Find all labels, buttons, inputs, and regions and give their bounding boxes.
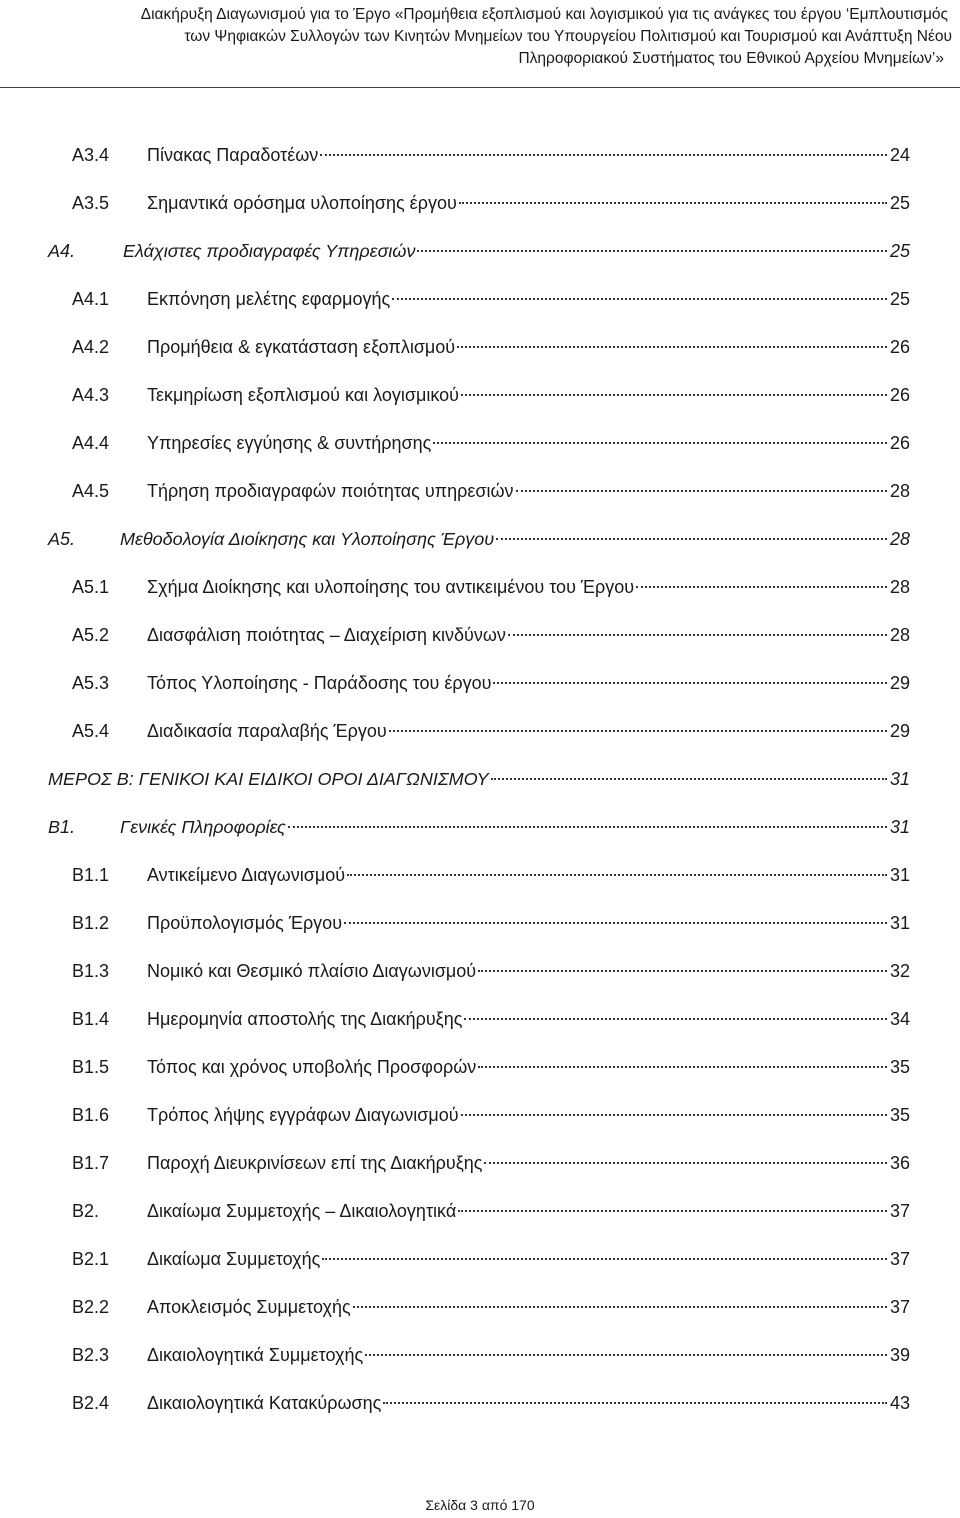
toc-entry[interactable] [72, 140, 910, 170]
toc-entry[interactable] [48, 524, 910, 554]
toc-entry-page: 37 [889, 1249, 910, 1269]
toc-entry-title: Τρόπος λήψης εγγράφων Διαγωνισμού [147, 1105, 459, 1125]
toc-entry-title: Διαδικασία παραλαβής Έργου [147, 721, 387, 741]
toc-entry-title: Τόπος και χρόνος υποβολής Προσφορών [147, 1057, 477, 1077]
toc-entry[interactable] [72, 716, 910, 746]
toc-leader-dots [636, 585, 887, 588]
toc-entry-number: Β1.7 [72, 1153, 110, 1173]
toc-entry-number: Α4. [48, 241, 76, 261]
toc-entry[interactable] [48, 236, 910, 266]
toc-entry[interactable] [72, 1244, 910, 1274]
toc-entry[interactable] [72, 1388, 910, 1418]
toc-entry-title: Αντικείμενο Διαγωνισμού [147, 865, 346, 885]
toc-entry-title: Προμήθεια & εγκατάσταση εξοπλισμού [147, 337, 456, 357]
toc-entry-number: Β1.2 [72, 913, 110, 933]
toc-entry-number: Β2.2 [72, 1297, 110, 1317]
toc-leader-dots [347, 873, 887, 876]
toc-entry-title: Υπηρεσίες εγγύησης & συντήρησης [147, 433, 432, 453]
toc-entry-page: 31 [889, 817, 910, 837]
toc-entry-page: 25 [889, 193, 910, 213]
toc-entry[interactable] [72, 668, 910, 698]
toc-entry-page: 36 [889, 1153, 910, 1173]
toc-entry-number: Α5. [48, 529, 76, 549]
toc-leader-dots [320, 153, 887, 156]
toc-entry-title: Νομικό και Θεσμικό πλαίσιο Διαγωνισμού [147, 961, 477, 981]
toc-entry-title: Ελάχιστες προδιαγραφές Υπηρεσιών [123, 241, 416, 261]
toc-entry-title: Παροχή Διευκρινίσεων επί της Διακήρυξης [147, 1153, 483, 1173]
toc-entry-title: Ημερομηνία αποστολής της Διακήρυξης [147, 1009, 463, 1029]
toc-entry-number: Β1.1 [72, 865, 110, 885]
toc-leader-dots [461, 1113, 887, 1116]
toc-entry-page: 39 [889, 1345, 910, 1365]
toc-entry-number: Β1. [48, 817, 76, 837]
toc-entry[interactable] [72, 1196, 910, 1226]
toc-entry-number: Α4.1 [72, 289, 110, 309]
toc-entry-number: Α3.5 [72, 193, 110, 213]
toc-entry-title: Δικαίωμα Συμμετοχής [147, 1249, 321, 1269]
toc-entry-number: Α5.3 [72, 673, 110, 693]
toc-entry-number: Β1.6 [72, 1105, 110, 1125]
toc-leader-dots [516, 489, 887, 492]
toc-entry-title: Προϋπολογισμός Έργου [147, 913, 343, 933]
toc-entry-page: 37 [889, 1297, 910, 1317]
toc-leader-dots [496, 537, 887, 540]
toc-entry-number: Β1.3 [72, 961, 110, 981]
toc-entry-part[interactable] [48, 764, 910, 794]
toc-entry[interactable] [72, 860, 910, 890]
toc-entry-title: Δικαιολογητικά Συμμετοχής [147, 1345, 364, 1365]
toc-leader-dots [478, 1065, 887, 1068]
toc-entry-page: 29 [889, 673, 910, 693]
toc-entry[interactable] [72, 1340, 910, 1370]
toc-entry-page: 28 [889, 577, 910, 597]
toc-entry[interactable] [72, 1100, 910, 1130]
toc-entry-page: 31 [889, 865, 910, 885]
toc-leader-dots [417, 249, 887, 252]
toc-leader-dots [493, 681, 886, 684]
toc-entry-page: 26 [889, 433, 910, 453]
toc-entry-number: Α4.2 [72, 337, 110, 357]
toc-entry[interactable] [72, 620, 910, 650]
toc-entry[interactable] [72, 332, 910, 362]
toc-leader-dots [508, 633, 887, 636]
toc-leader-dots [458, 1209, 887, 1212]
toc-entry-number: Β1.4 [72, 1009, 110, 1029]
toc-entry-number: Α4.4 [72, 433, 110, 453]
toc-entry[interactable] [72, 572, 910, 602]
toc-entry-page: 26 [889, 337, 910, 357]
toc-leader-dots [459, 201, 887, 204]
toc-entry[interactable] [72, 1052, 910, 1082]
toc-leader-dots [478, 969, 887, 972]
toc-entry-page: 29 [889, 721, 910, 741]
toc-entry-title: Σημαντικά ορόσημα υλοποίησης έργου [147, 193, 457, 213]
toc-entry[interactable] [72, 1004, 910, 1034]
toc-entry-page: 26 [889, 385, 910, 405]
header-line-2: των Ψηφιακών Συλλογών των Κινητών Μνημείων του Υπουργείου Πολιτισμού και Τουρισμού και Ανάπτυξη Νέου [184, 28, 952, 45]
toc-entry-number: Α4.5 [72, 481, 110, 501]
toc-entry-number: Β2. [72, 1201, 100, 1221]
toc-entry-title: Εκπόνηση μελέτης εφαρμογής [147, 289, 391, 309]
toc-entry-page: 43 [889, 1393, 910, 1413]
toc-entry-page: 35 [889, 1105, 910, 1125]
toc-entry-page: 34 [889, 1009, 910, 1029]
page-number-footer: Σελίδα 3 από 170 [425, 1497, 535, 1513]
toc-entry-number: Α3.4 [72, 145, 110, 165]
toc-leader-dots [389, 729, 887, 732]
toc-entry-page: 32 [889, 961, 910, 981]
toc-entry-title: Δικαιολογητικά Κατακύρωσης [147, 1393, 382, 1413]
toc-entry-number: Β1.5 [72, 1057, 110, 1077]
toc-entry[interactable] [72, 428, 910, 458]
toc-entry[interactable] [72, 956, 910, 986]
toc-entry[interactable] [72, 476, 910, 506]
toc-entry-title: Τεκμηρίωση εξοπλισμού και λογισμικού [147, 385, 459, 405]
toc-entry[interactable] [72, 188, 910, 218]
toc-entry[interactable] [72, 380, 910, 410]
toc-entry[interactable] [72, 284, 910, 314]
toc-leader-dots [322, 1257, 887, 1260]
toc-entry-title: Αποκλεισμός Συμμετοχής [147, 1297, 351, 1317]
toc-entry[interactable] [72, 908, 910, 938]
toc-leader-dots [383, 1401, 887, 1404]
toc-leader-dots [353, 1305, 887, 1308]
toc-entry-page: 28 [889, 529, 910, 549]
toc-leader-dots [457, 345, 887, 348]
toc-leader-dots [464, 1017, 887, 1020]
toc-entry-page: 31 [889, 769, 910, 789]
toc-entry-page: 31 [889, 913, 910, 933]
toc-leader-dots [484, 1161, 886, 1164]
toc-entry-page: 35 [889, 1057, 910, 1077]
header-line-1: Διακήρυξη Διαγωνισμού για το Έργο «Προμήθεια εξοπλισμού και λογισμικού για τις ανάγκες του έργου ‘Εμπλουτισμός [140, 6, 948, 23]
toc-entry-page: 24 [889, 145, 910, 165]
toc-entry-title: ΜΕΡΟΣ Β: ΓΕΝΙΚΟΙ ΚΑΙ ΕΙΔΙΚΟΙ ΟΡΟΙ ΔΙΑΓΩΝΙΣΜΟΥ [48, 769, 489, 789]
toc-entry-title: Σχήμα Διοίκησης και υλοποίησης του αντικειμένου του Έργου [147, 577, 635, 597]
toc-entry-title: Τόπος Υλοποίησης - Παράδοσης του έργου [147, 673, 492, 693]
toc-leader-dots [365, 1353, 887, 1356]
toc-entry-page: 25 [889, 289, 910, 309]
toc-entry-number: Α4.3 [72, 385, 110, 405]
toc-entry-number: Β2.4 [72, 1393, 110, 1413]
toc-entry-number: Β2.1 [72, 1249, 110, 1269]
header-line-3: Πληροφοριακού Συστήματος του Εθνικού Αρχείου Μνημείων’» [518, 50, 944, 67]
toc-entry-title: Τήρηση προδιαγραφών ποιότητας υπηρεσιών [147, 481, 514, 501]
toc-entry-number: Α5.4 [72, 721, 110, 741]
toc-leader-dots [491, 777, 887, 780]
toc-entry-title: Διασφάλιση ποιότητας – Διαχείριση κινδύνων [147, 625, 506, 645]
toc-entry-title: Πίνακας Παραδοτέων [147, 145, 319, 165]
toc-entry-number: Β2.3 [72, 1345, 110, 1365]
toc-leader-dots [433, 441, 887, 444]
toc-leader-dots [288, 825, 887, 828]
document-header [0, 0, 960, 88]
toc-entry-number: Α5.2 [72, 625, 110, 645]
toc-entry-page: 37 [889, 1201, 910, 1221]
toc-entry-page: 28 [889, 625, 910, 645]
toc-leader-dots [344, 921, 887, 924]
toc-entry-page: 28 [889, 481, 910, 501]
toc-entry-title: Μεθοδολογία Διοίκησης και Υλοποίησης Έργου [120, 529, 495, 549]
toc-leader-dots [461, 393, 887, 396]
toc-entry-title: Γενικές Πληροφορίες [120, 817, 286, 837]
toc-entry[interactable] [72, 1292, 910, 1322]
toc-entry-number: Α5.1 [72, 577, 110, 597]
toc-leader-dots [392, 297, 887, 300]
toc-entry[interactable] [48, 812, 910, 842]
toc-entry[interactable] [72, 1148, 910, 1178]
toc-entry-title: Δικαίωμα Συμμετοχής – Δικαιολογητικά [147, 1201, 457, 1221]
toc-entry-page: 25 [889, 241, 910, 261]
